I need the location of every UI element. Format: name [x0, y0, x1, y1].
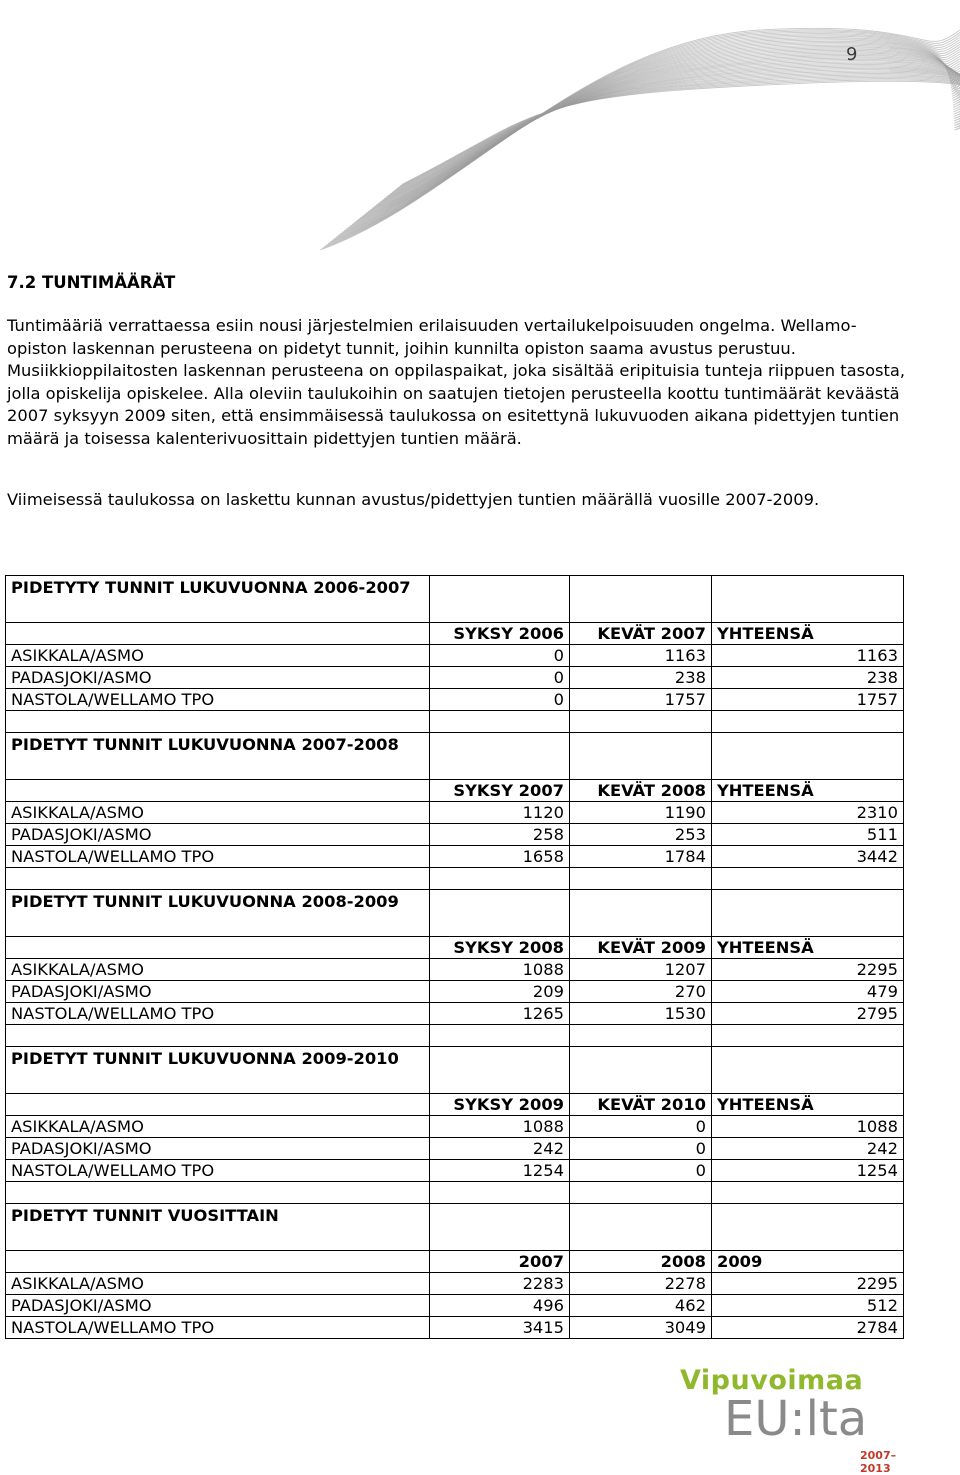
value-cell: 1265 — [430, 1003, 570, 1025]
table-header-row — [6, 623, 904, 645]
ribbon-line — [394, 76, 960, 191]
logo-text-vipuvoimaa: Vipuvoimaa — [680, 1365, 864, 1396]
table-header-row — [6, 937, 904, 959]
empty-cell — [570, 1182, 712, 1204]
table-row — [6, 824, 904, 846]
table-row — [6, 981, 904, 1003]
row-label: PADASJOKI/ASMO — [6, 667, 430, 689]
table-title-row — [6, 1204, 904, 1251]
spacer-row — [6, 711, 904, 733]
value-cell: 1190 — [570, 802, 712, 824]
value-cell: 1757 — [570, 689, 712, 711]
column-header: YHTEENSÄ — [712, 780, 904, 802]
value-cell: 0 — [570, 1116, 712, 1138]
decorative-ribbon-graphic — [200, 0, 960, 250]
empty-cell — [712, 1025, 904, 1047]
column-header: 2007 — [430, 1251, 570, 1273]
empty-cell — [712, 1182, 904, 1204]
row-label: NASTOLA/WELLAMO TPO — [6, 1317, 430, 1339]
table-title-row — [6, 576, 904, 623]
empty-cell — [430, 1182, 570, 1204]
value-cell: 0 — [570, 1160, 712, 1182]
empty-cell — [712, 868, 904, 890]
empty-cell — [6, 868, 430, 890]
value-cell: 1088 — [712, 1116, 904, 1138]
column-header: KEVÄT 2008 — [570, 780, 712, 802]
empty-cell — [430, 1025, 570, 1047]
page-number: 9 — [846, 44, 858, 65]
value-cell: 3049 — [570, 1317, 712, 1339]
column-header: KEVÄT 2007 — [570, 623, 712, 645]
value-cell: 238 — [712, 667, 904, 689]
value-cell: 479 — [712, 981, 904, 1003]
value-cell: 238 — [570, 667, 712, 689]
table-row — [6, 689, 904, 711]
table-row — [6, 667, 904, 689]
value-cell: 0 — [570, 1138, 712, 1160]
empty-cell — [570, 1025, 712, 1047]
value-cell: 253 — [570, 824, 712, 846]
value-cell: 2295 — [712, 1273, 904, 1295]
empty-cell — [430, 733, 570, 780]
table-header-row — [6, 780, 904, 802]
ribbon-line — [396, 77, 960, 189]
empty-cell — [6, 780, 430, 802]
row-label: NASTOLA/WELLAMO TPO — [6, 1003, 430, 1025]
empty-cell — [430, 576, 570, 623]
value-cell: 1757 — [712, 689, 904, 711]
row-label: PADASJOKI/ASMO — [6, 981, 430, 1003]
table-title-row — [6, 733, 904, 780]
table-header-row — [6, 1251, 904, 1273]
empty-cell — [430, 868, 570, 890]
empty-cell — [570, 576, 712, 623]
empty-cell — [430, 1204, 570, 1251]
table-title: PIDETYT TUNNIT LUKUVUONNA 2007-2008 — [6, 733, 430, 780]
row-label: ASIKKALA/ASMO — [6, 1116, 430, 1138]
empty-cell — [570, 1204, 712, 1251]
value-cell: 1658 — [430, 846, 570, 868]
table-row — [6, 1295, 904, 1317]
value-cell: 242 — [430, 1138, 570, 1160]
column-header: KEVÄT 2009 — [570, 937, 712, 959]
value-cell: 1530 — [570, 1003, 712, 1025]
value-cell: 3442 — [712, 846, 904, 868]
ribbon-line — [402, 81, 960, 184]
empty-cell — [6, 711, 430, 733]
value-cell: 496 — [430, 1295, 570, 1317]
empty-cell — [430, 711, 570, 733]
section-heading: 7.2 TUNTIMÄÄRÄT — [7, 273, 176, 292]
empty-cell — [6, 1025, 430, 1047]
ribbon-line — [392, 75, 960, 193]
value-cell: 0 — [430, 667, 570, 689]
column-header: YHTEENSÄ — [712, 1094, 904, 1116]
empty-cell — [430, 890, 570, 937]
row-label: NASTOLA/WELLAMO TPO — [6, 689, 430, 711]
value-cell: 0 — [430, 689, 570, 711]
column-header: SYKSY 2007 — [430, 780, 570, 802]
row-label: NASTOLA/WELLAMO TPO — [6, 846, 430, 868]
row-label: PADASJOKI/ASMO — [6, 1295, 430, 1317]
table-row — [6, 802, 904, 824]
value-cell: 2295 — [712, 959, 904, 981]
table-title: PIDETYT TUNNIT VUOSITTAIN — [6, 1204, 430, 1251]
intro-paragraph: Tuntimääriä verrattaessa esiin nousi järjestelmien erilaisuuden vertailukelpoisuuden ongelma. Wellamo-opiston laskennan perusteena on pidetyt tunnit, joihin kunnilta opiston saama avustus perustuu. Musiikkioppilaitosten laskennan perusteena on oppilaspaikat, joka sisältää eripituisia tunteja riippuen tasosta, jolla opiskelija opiskelee. Alla oleviin taulukoihin on saatujen tietojen perusteella koottu tuntimäärät keväästä 2007 syksyyn 2009 siten, että ensimmäisessä taulukossa on esitettynä lukuvuoden aikana pidettyjen tuntien määrä ja toisessa kalenterivuosittain pidettyjen tuntien määrä. — [7, 316, 906, 448]
row-label: ASIKKALA/ASMO — [6, 645, 430, 667]
empty-cell — [712, 733, 904, 780]
table-title-row — [6, 1047, 904, 1094]
value-cell: 0 — [430, 645, 570, 667]
table-title: PIDETYT TUNNIT LUKUVUONNA 2009-2010 — [6, 1047, 430, 1094]
row-label: ASIKKALA/ASMO — [6, 802, 430, 824]
row-label: PADASJOKI/ASMO — [6, 1138, 430, 1160]
value-cell: 1254 — [712, 1160, 904, 1182]
value-cell: 209 — [430, 981, 570, 1003]
empty-cell — [6, 1251, 430, 1273]
empty-cell — [712, 1204, 904, 1251]
column-header: SYKSY 2009 — [430, 1094, 570, 1116]
table-row — [6, 959, 904, 981]
value-cell: 270 — [570, 981, 712, 1003]
value-cell: 1254 — [430, 1160, 570, 1182]
value-cell: 1163 — [712, 645, 904, 667]
value-cell: 1207 — [570, 959, 712, 981]
empty-cell — [570, 868, 712, 890]
value-cell: 1120 — [430, 802, 570, 824]
hours-table — [5, 575, 904, 1339]
table-row — [6, 1317, 904, 1339]
ribbon-line — [398, 79, 960, 188]
column-header: YHTEENSÄ — [712, 623, 904, 645]
ribbon-line — [400, 80, 960, 186]
spacer-row — [6, 1182, 904, 1204]
row-label: ASIKKALA/ASMO — [6, 1273, 430, 1295]
table-title: PIDETYTY TUNNIT LUKUVUONNA 2006-2007 — [6, 576, 430, 623]
empty-cell — [6, 623, 430, 645]
value-cell: 3415 — [430, 1317, 570, 1339]
ribbon-line — [390, 73, 960, 194]
empty-cell — [712, 711, 904, 733]
table-row — [6, 1116, 904, 1138]
table-title-row — [6, 890, 904, 937]
empty-cell — [570, 1047, 712, 1094]
column-header: SYKSY 2006 — [430, 623, 570, 645]
empty-cell — [570, 711, 712, 733]
column-header: 2008 — [570, 1251, 712, 1273]
value-cell: 2278 — [570, 1273, 712, 1295]
column-header: KEVÄT 2010 — [570, 1094, 712, 1116]
empty-cell — [6, 1094, 430, 1116]
value-cell: 462 — [570, 1295, 712, 1317]
logo-text-eu: EU:lta — [724, 1391, 868, 1447]
spacer-row — [6, 1025, 904, 1047]
column-header: SYKSY 2008 — [430, 937, 570, 959]
empty-cell — [712, 890, 904, 937]
value-cell: 1784 — [570, 846, 712, 868]
empty-cell — [570, 890, 712, 937]
value-cell: 1163 — [570, 645, 712, 667]
spacer-row — [6, 868, 904, 890]
value-cell: 258 — [430, 824, 570, 846]
row-label: NASTOLA/WELLAMO TPO — [6, 1160, 430, 1182]
value-cell: 512 — [712, 1295, 904, 1317]
empty-cell — [712, 576, 904, 623]
table-row — [6, 1003, 904, 1025]
note-paragraph: Viimeisessä taulukossa on laskettu kunnan avustus/pidettyjen tuntien määrällä vuosille 2007-2009. — [7, 490, 820, 509]
value-cell: 1088 — [430, 959, 570, 981]
table-row — [6, 1138, 904, 1160]
table-row — [6, 1160, 904, 1182]
empty-cell — [712, 1047, 904, 1094]
value-cell: 242 — [712, 1138, 904, 1160]
table-header-row — [6, 1094, 904, 1116]
column-header: 2009 — [712, 1251, 904, 1273]
row-label: PADASJOKI/ASMO — [6, 824, 430, 846]
value-cell: 1088 — [430, 1116, 570, 1138]
value-cell: 511 — [712, 824, 904, 846]
empty-cell — [570, 733, 712, 780]
table-row — [6, 1273, 904, 1295]
value-cell: 2310 — [712, 802, 904, 824]
empty-cell — [6, 937, 430, 959]
empty-cell — [6, 1182, 430, 1204]
vipuvoimaa-eu-logo — [680, 1365, 920, 1475]
logo-text-years: 2007–2013 — [860, 1449, 897, 1475]
row-label: ASIKKALA/ASMO — [6, 959, 430, 981]
column-header: YHTEENSÄ — [712, 937, 904, 959]
value-cell: 2283 — [430, 1273, 570, 1295]
value-cell: 2784 — [712, 1317, 904, 1339]
table-title: PIDETYT TUNNIT LUKUVUONNA 2008-2009 — [6, 890, 430, 937]
table-row — [6, 846, 904, 868]
table-row — [6, 645, 904, 667]
empty-cell — [430, 1047, 570, 1094]
value-cell: 2795 — [712, 1003, 904, 1025]
